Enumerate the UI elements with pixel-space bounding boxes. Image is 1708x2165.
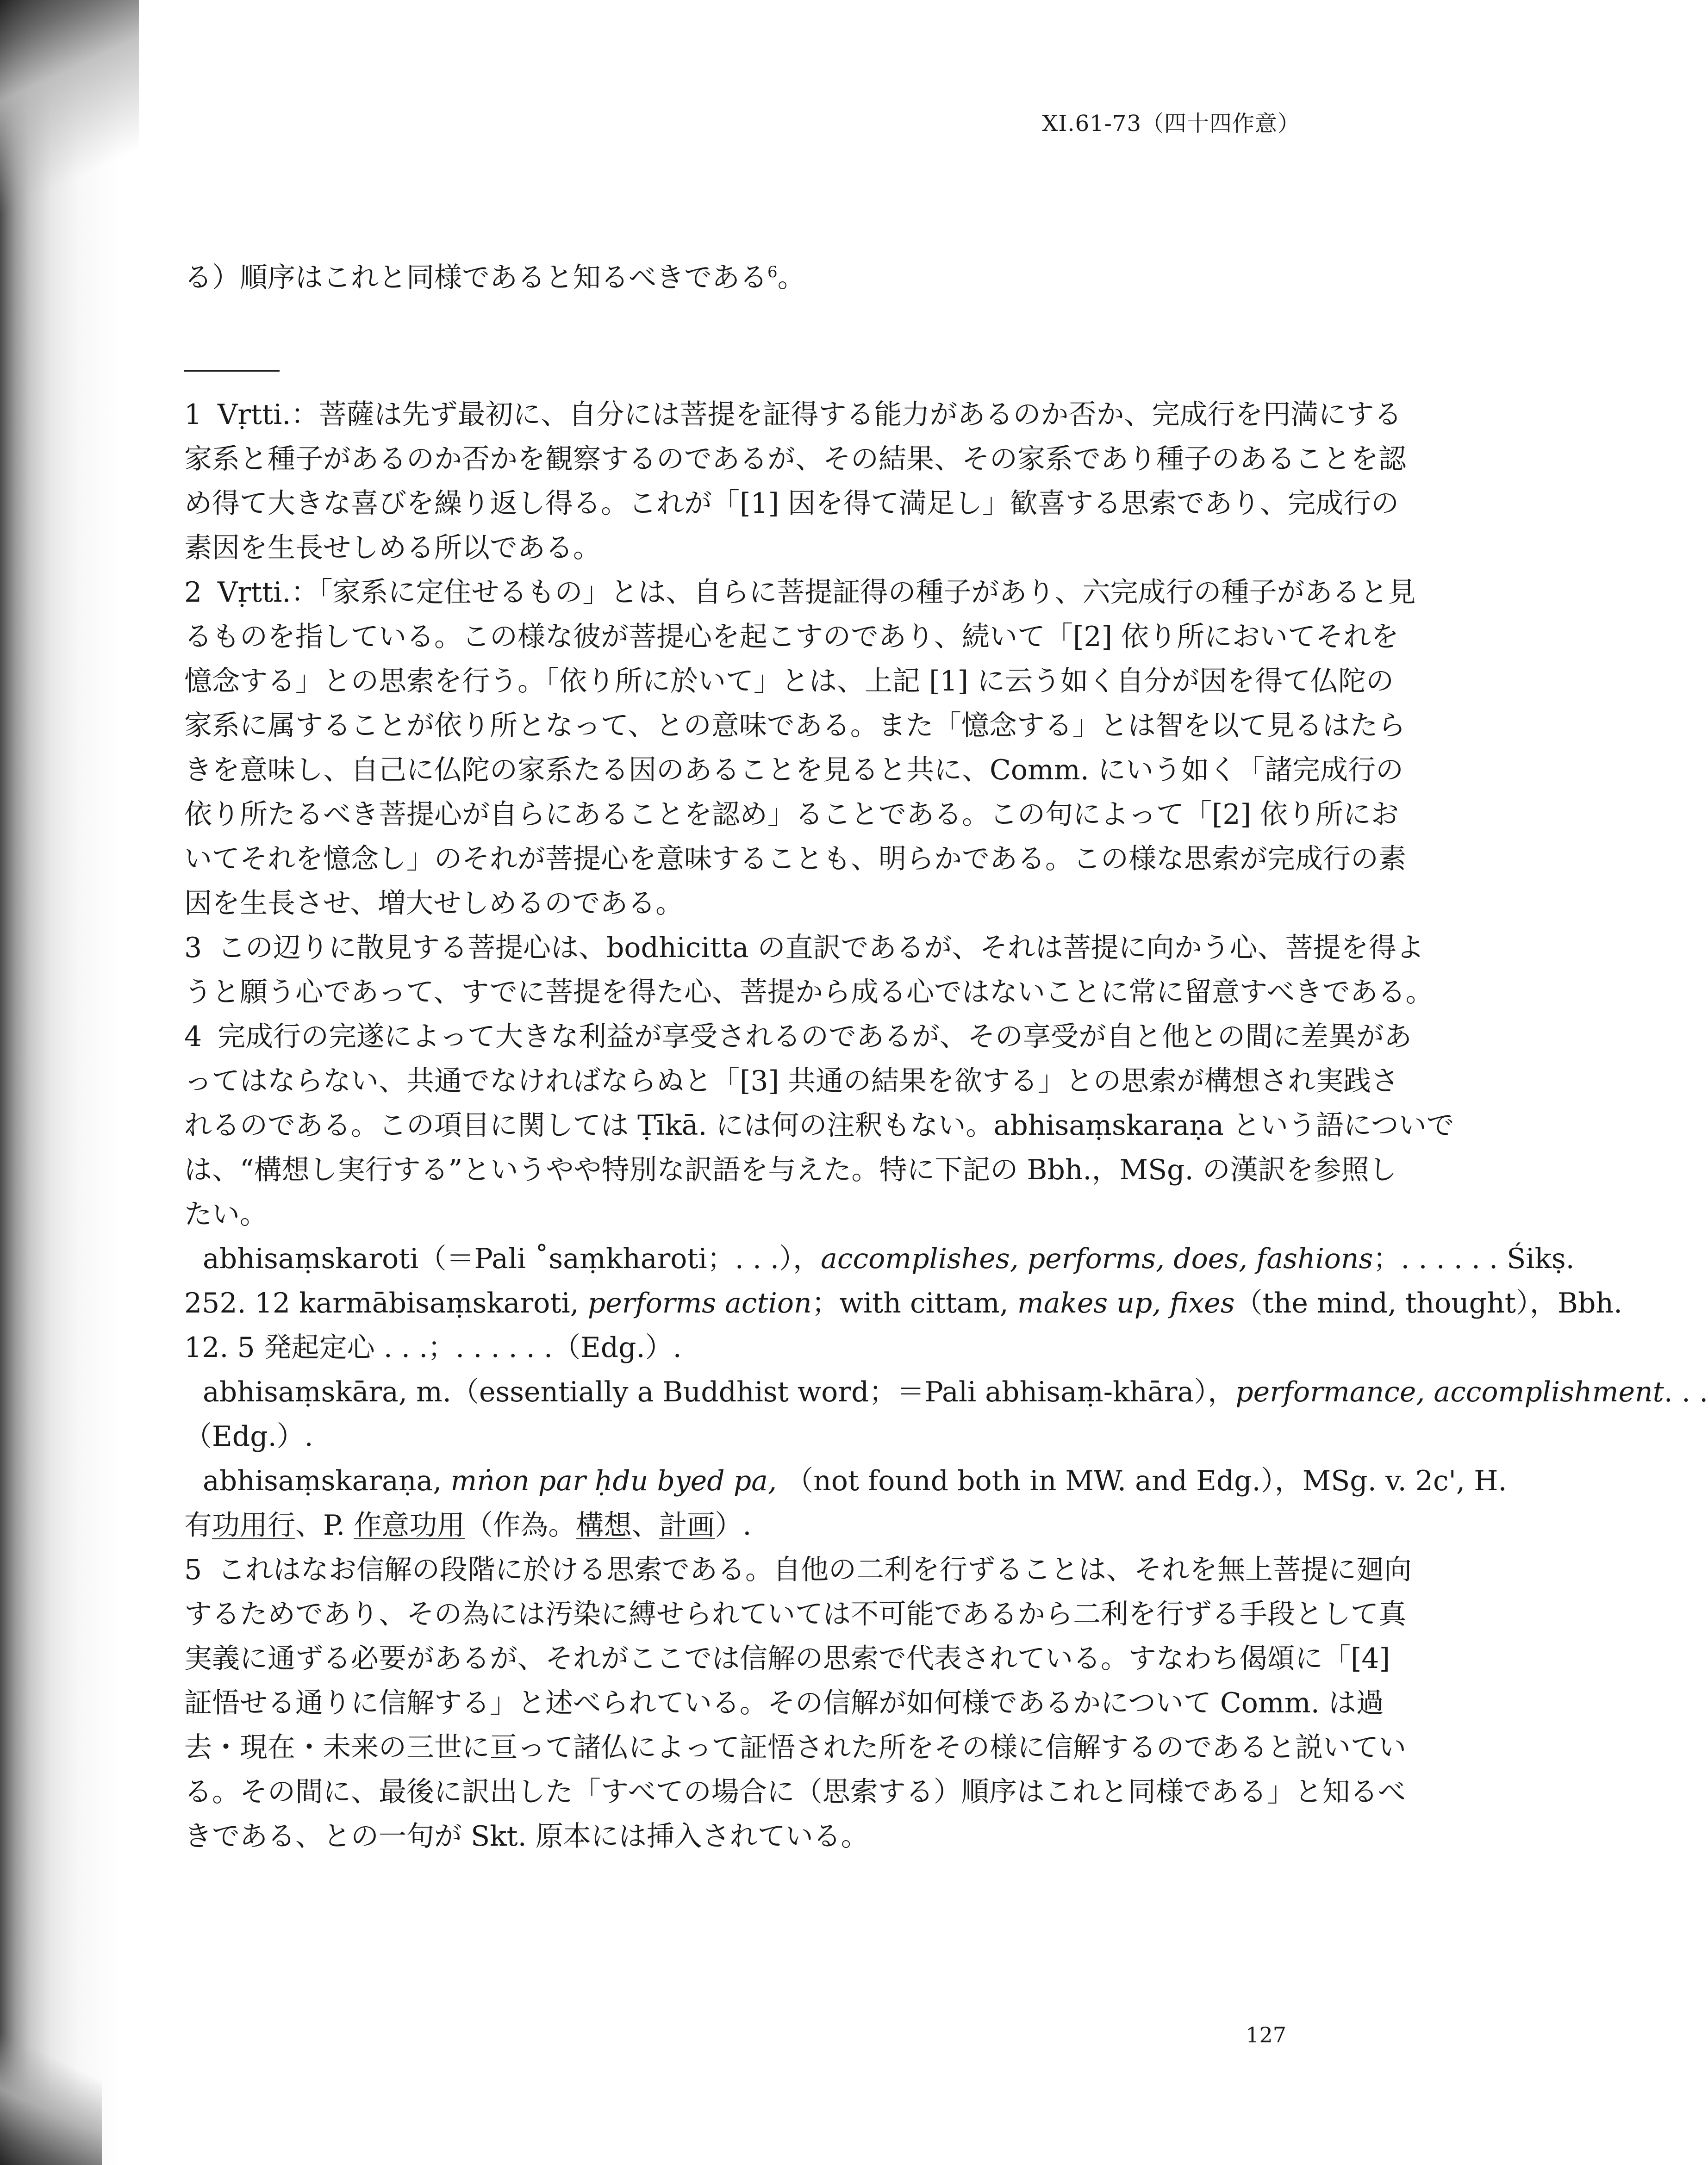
footnote-line: きである、との一句が Skt. 原本には挿入されている。 bbox=[184, 1820, 869, 1853]
footnote-4 bbox=[184, 1014, 1708, 1548]
citation-text: ；with cittam, bbox=[811, 1287, 1009, 1319]
intro-end: 。 bbox=[777, 261, 805, 294]
footnote-line: る。その間に、最後に訳出した「すべての場合に（思索する）順序はこれと同様である」と知るべ bbox=[184, 1776, 1406, 1808]
citation-text: ；. . . . . . Śikṣ. bbox=[1373, 1243, 1575, 1275]
citation-line bbox=[184, 1459, 1507, 1503]
citation-line bbox=[184, 1370, 1708, 1414]
footnote-number: 3 bbox=[184, 932, 202, 964]
footnote-line: たい。 bbox=[184, 1198, 268, 1231]
footnote-1 bbox=[184, 392, 1406, 570]
footnote-line bbox=[184, 1548, 1412, 1592]
intro-paragraph bbox=[184, 255, 1314, 300]
footnote-line: 憶念する」との思索を行う。「依り所に於いて」とは、上記 [1] に云う如く自分が因を得て仏陀の bbox=[184, 665, 1394, 697]
footnote-line: 家系に属することが依り所となって、との意味である。また「憶念する」とは智を以て見るはたら bbox=[184, 709, 1406, 742]
footnote-line: るものを指している。この様な彼が菩提心を起こすのであり、続いて「[2] 依り所においてそれを bbox=[184, 621, 1399, 653]
citation-text: 252. 12 karmābisaṃskaroti, bbox=[184, 1287, 579, 1319]
footnote-line: 因を生長させ、増大せしめるのである。 bbox=[184, 887, 684, 920]
footnote-line: 家系と種子があるのか否かを観察するのであるが、その結果、その家系であり種子のあることを認 bbox=[184, 443, 1406, 475]
footnote-line bbox=[184, 570, 1416, 615]
citation-text: 、P. bbox=[295, 1509, 354, 1542]
running-head: XI.61-73（四十四作意） bbox=[1042, 111, 1300, 137]
footnote-separator bbox=[184, 370, 280, 372]
footnote-line bbox=[184, 1014, 1412, 1059]
footnote-line: れるのである。この項目に関しては Ṭīkā. には何の注釈もない。abhisaṃskaraṇa という語についで bbox=[184, 1109, 1454, 1142]
scan-shadow-top bbox=[0, 0, 139, 324]
footnote-ref[interactable]: 6 bbox=[767, 263, 778, 281]
citation-text: . . . bbox=[1664, 1376, 1708, 1408]
page-number: 127 bbox=[1246, 2022, 1286, 2047]
footnote-line: うと願う心であって、すでに菩提を得た心、菩提から成る心ではないことに常に留意すべきである。 bbox=[184, 976, 1434, 1008]
footnote-number: 1 bbox=[184, 398, 202, 431]
footnote-line: 素因を生長せしめる所以である。 bbox=[184, 532, 601, 564]
footnote-line: するためであり、その為には汚染に縛せられていては不可能であるから二利を行ずる手段として真 bbox=[184, 1598, 1406, 1630]
citation-text: （the mind, thought），Bbh. bbox=[1234, 1287, 1623, 1319]
scan-shadow-bottom bbox=[0, 1998, 102, 2165]
intro-line bbox=[184, 255, 1314, 300]
citation-text: abhisaṃskaroti（＝Pali ˚saṃkharoti；. . .）， bbox=[203, 1243, 821, 1275]
citation-text: 有 bbox=[184, 1509, 212, 1542]
intro-text: る）順序はこれと同様であると知るべきである bbox=[184, 261, 767, 294]
underlined-term: 計画 bbox=[659, 1509, 715, 1542]
footnote-number: 5 bbox=[184, 1554, 202, 1586]
citation-gloss: performs action bbox=[587, 1287, 812, 1319]
footnote-line: きを意味し、自己に仏陀の家系たる因のあることを見ると共に、Comm. にいう如く「諸完成行の bbox=[184, 754, 1403, 786]
footnote-line: は、“構想し実行する”というやや特別な訳語を与えた。特に下記の Bbh.，MSg. の漢訳を参照し bbox=[184, 1154, 1397, 1186]
citation-text: abhisaṃskāra, m.（essentially a Buddhist word；＝Pali abhisaṃ-khāra）， bbox=[203, 1376, 1236, 1408]
footnotes bbox=[184, 392, 1708, 1859]
citation-text: （作為。 bbox=[465, 1509, 576, 1542]
footnote-text: 完成行の完遂によって大きな利益が享受されるのであるが、その享受が自と他との間に差異があ bbox=[218, 1020, 1412, 1053]
citation-line: （Edg.）. bbox=[184, 1420, 313, 1453]
citation-line bbox=[184, 1281, 1623, 1325]
citation-line: 12. 5 発起定心 . . .；. . . . . .（Edg.）. bbox=[184, 1331, 682, 1364]
footnote-line: 証悟せる通りに信解する」と述べられている。その信解が如何様であるかについて Comm. は過 bbox=[184, 1687, 1384, 1719]
citation-gloss: accomplishes, performs, does, fashions bbox=[821, 1243, 1373, 1275]
citation-text: 、 bbox=[631, 1509, 660, 1542]
footnote-line: め得て大きな喜びを繰り返し得る。これが「[1] 因を得て満足し」歓喜する思索であり、完成行の bbox=[184, 487, 1399, 520]
footnote-line: 実義に通ずる必要があるが、それがここでは信解の思索で代表されている。すなわち偈頌に「[4] bbox=[184, 1642, 1390, 1675]
underlined-term: 構想 bbox=[576, 1509, 632, 1542]
footnote-3 bbox=[184, 926, 1434, 1014]
footnote-line: 去・現在・未来の三世に亘って諸仏によって証悟された所をその様に信解するのであると説いてい bbox=[184, 1731, 1406, 1764]
footnote-line bbox=[184, 926, 1424, 970]
footnote-5 bbox=[184, 1548, 1412, 1859]
citation-text: ）. bbox=[715, 1509, 752, 1542]
citation-text: （not found both in MW. and Edg.），MSg. v. 2c', H. bbox=[785, 1465, 1507, 1497]
scan-shadow bbox=[0, 0, 139, 2165]
footnote-line bbox=[184, 392, 1402, 437]
citation-tibetan: mṅon par ḥdu byed pa, bbox=[450, 1465, 777, 1497]
footnote-line: 依り所たるべき菩提心が自らにあることを認め」ることである。この句によって「[2] 依り所にお bbox=[184, 798, 1399, 831]
citation-line bbox=[184, 1237, 1575, 1281]
citation-gloss: performance, accomplishment bbox=[1235, 1376, 1664, 1408]
footnote-text: これはなお信解の段階に於ける思索である。自他の二利を行ずることは、それを無上菩提に廻向 bbox=[218, 1554, 1412, 1586]
footnote-2 bbox=[184, 570, 1416, 926]
footnote-number: 4 bbox=[184, 1020, 202, 1053]
citation-gloss: makes up, fixes bbox=[1017, 1287, 1235, 1319]
underlined-term: 功用行 bbox=[212, 1509, 295, 1542]
footnote-text: この辺りに散見する菩提心は、bodhicitta の直訳であるが、それは菩提に向かう心、菩提を得よ bbox=[218, 932, 1424, 964]
footnote-text: Vṛtti.：「家系に定住せるもの」とは、自らに菩提証得の種子があり、六完成行の種子があると見 bbox=[218, 576, 1416, 609]
citation-text: abhisaṃskaraṇa, bbox=[203, 1465, 442, 1497]
footnote-text: Vṛtti.：菩薩は先ず最初に、自分には菩提を証得する能力があるのか否か、完成行を円満にする bbox=[218, 398, 1402, 431]
citation-line bbox=[184, 1503, 1314, 1548]
footnote-line: ってはならない、共通でなければならぬと「[3] 共通の結果を欲する」との思索が構想され実践さ bbox=[184, 1065, 1399, 1097]
footnote-line: いてそれを憶念し」のそれが菩提心を意味することも、明らかである。この様な思索が完成行の素 bbox=[184, 843, 1406, 875]
underlined-term: 作意功用 bbox=[354, 1509, 465, 1542]
footnote-number: 2 bbox=[184, 576, 202, 609]
